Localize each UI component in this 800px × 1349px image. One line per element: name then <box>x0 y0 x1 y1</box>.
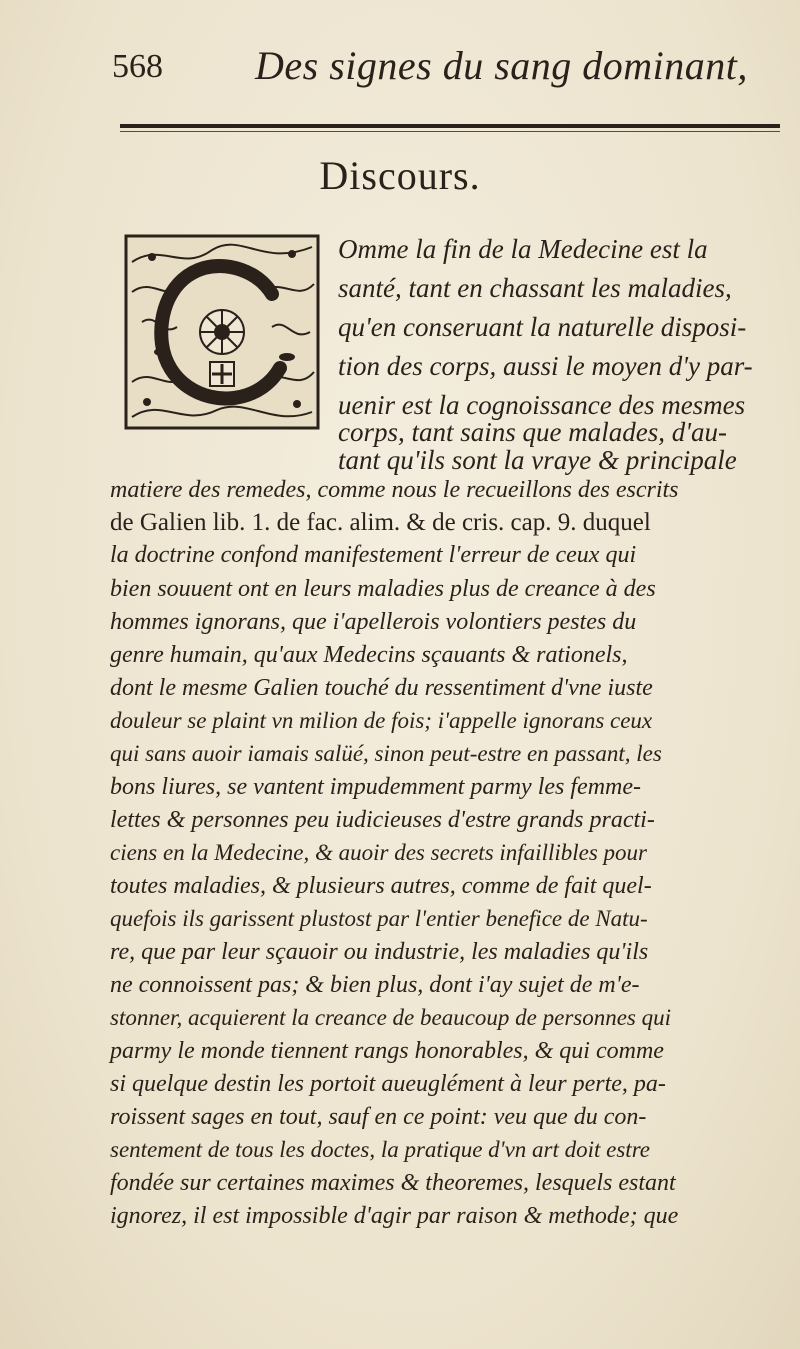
text-line: tant qu'ils sont la vraye & principale <box>338 445 737 475</box>
section-title: Discours. <box>319 153 481 198</box>
page-number: 568 <box>112 48 163 85</box>
text-line: parmy le monde tiennent rangs honorables, & qui comme <box>110 1038 664 1064</box>
text-line: bons liures, se vantent impudemment parmy les femme- <box>110 774 641 800</box>
ornamental-initial-icon <box>122 232 322 432</box>
text-line: la doctrine confond manifestement l'erreur de ceux qui <box>110 542 637 568</box>
text-line: qu'en conseruant la naturelle disposi- <box>338 312 747 342</box>
text-line: genre humain, qu'aux Medecins sçauants & rationels, <box>110 642 628 668</box>
text-line: matiere des remedes, comme nous le recueillons des escrits <box>110 477 679 503</box>
text-line: toutes maladies, & plusieurs autres, comme de fait quel- <box>110 873 652 899</box>
text-line: ne connoissent pas; & bien plus, dont i'ay sujet de m'e- <box>110 972 640 998</box>
text-line: ciens en la Medecine, & auoir des secrets infaillibles pour <box>110 840 647 865</box>
text-line: sentement de tous les doctes, la pratique d'vn art doit estre <box>110 1137 651 1162</box>
text-line: re, que par leur sçauoir ou industrie, les maladies qu'ils <box>110 939 649 965</box>
text-line: ignorez, il est impossible d'agir par raison & methode; que <box>110 1203 679 1229</box>
text-line: de Galien lib. 1. de fac. alim. & de cris. cap. 9. duquel <box>110 509 651 536</box>
text-line: dont le mesme Galien touché du ressentiment d'vne iuste <box>110 675 653 701</box>
text-line: corps, tant sains que malades, d'au- <box>338 417 728 447</box>
header-rule <box>120 124 780 128</box>
header-rule-thin <box>120 131 780 132</box>
text-line: qui sans auoir iamais salüé, sinon peut-estre en passant, les <box>110 741 662 766</box>
text-line: bien souuent ont en leurs maladies plus de creance à des <box>110 576 656 602</box>
text-line: quefois ils garissent plustost par l'entier benefice de Natu- <box>110 906 648 931</box>
text-line: lettes & personnes peu iudicieuses d'estre grands practi- <box>110 807 655 833</box>
text-line: hommes ignorans, que i'apellerois volontiers pestes du <box>110 609 637 635</box>
text-line: uenir est la cognoissance des mesmes <box>338 390 746 420</box>
text-line: si quelque destin les portoit aueuglément à leur perte, pa- <box>110 1071 666 1097</box>
running-title: Des signes du sang dominant, <box>255 43 748 88</box>
text-line: Omme la fin de la Medecine est la <box>338 234 708 264</box>
text-line: douleur se plaint vn milion de fois; i'appelle ignorans ceux <box>110 708 653 733</box>
text-line: stonner, acquierent la creance de beaucoup de personnes qui <box>110 1005 672 1030</box>
text-line: fondée sur certaines maximes & theoremes, lesquels estant <box>110 1170 676 1196</box>
text-line: roissent sages en tout, sauf en ce point: veu que du con- <box>110 1104 647 1130</box>
text-line: santé, tant en chassant les maladies, <box>338 273 732 303</box>
text-line: tion des corps, aussi le moyen d'y par- <box>338 351 753 381</box>
